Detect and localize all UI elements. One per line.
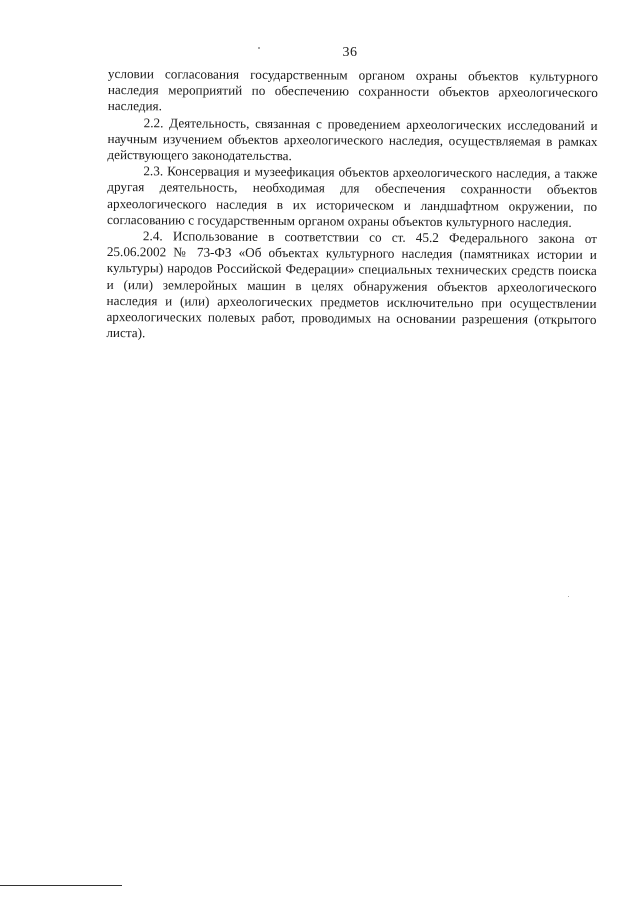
paragraph-2-2: 2.2. Деятельность, связанная с проведением археологических исследований и научным изучением объектов археологического наследия, осуществляемая в рамках действующего законодательства. [107, 114, 598, 164]
footer-rule [0, 885, 122, 886]
document-body [106, 66, 598, 344]
scan-speck [258, 47, 260, 49]
paragraph-2-4: 2.4. Использование в соответствии со ст. 45.2 Федерального закона от 25.06.2002 № 73-ФЗ «Об объектах культурного наследия (памятниках истории и культуры) народов Российской Федерации» специальных технических средств поиска и (или) землеройных машин в целях обнаружения объектов археологического наследия и (или) археологических предметов исключительно при осуществлении археологических полевых работ, проводимых на основании разрешения (открытого листа). [106, 228, 598, 341]
paragraph-2-3: 2.3. Консервация и музеефикация объектов археологического наследия, а также другая деятельность, необходимая для обеспечения сохранности объектов археологического наследия в их историческом и ландшафтном окружении, по согласованию с государственным органом охраны объектов культурного наследия. [107, 163, 598, 230]
paragraph-continuation: условии согласования государственным органом охраны объектов культурного наследия мероприятий по обеспечению сохранности объектов археологического наследия. [107, 66, 598, 114]
page-number: 36 [342, 45, 358, 60]
scan-speck [568, 596, 569, 597]
